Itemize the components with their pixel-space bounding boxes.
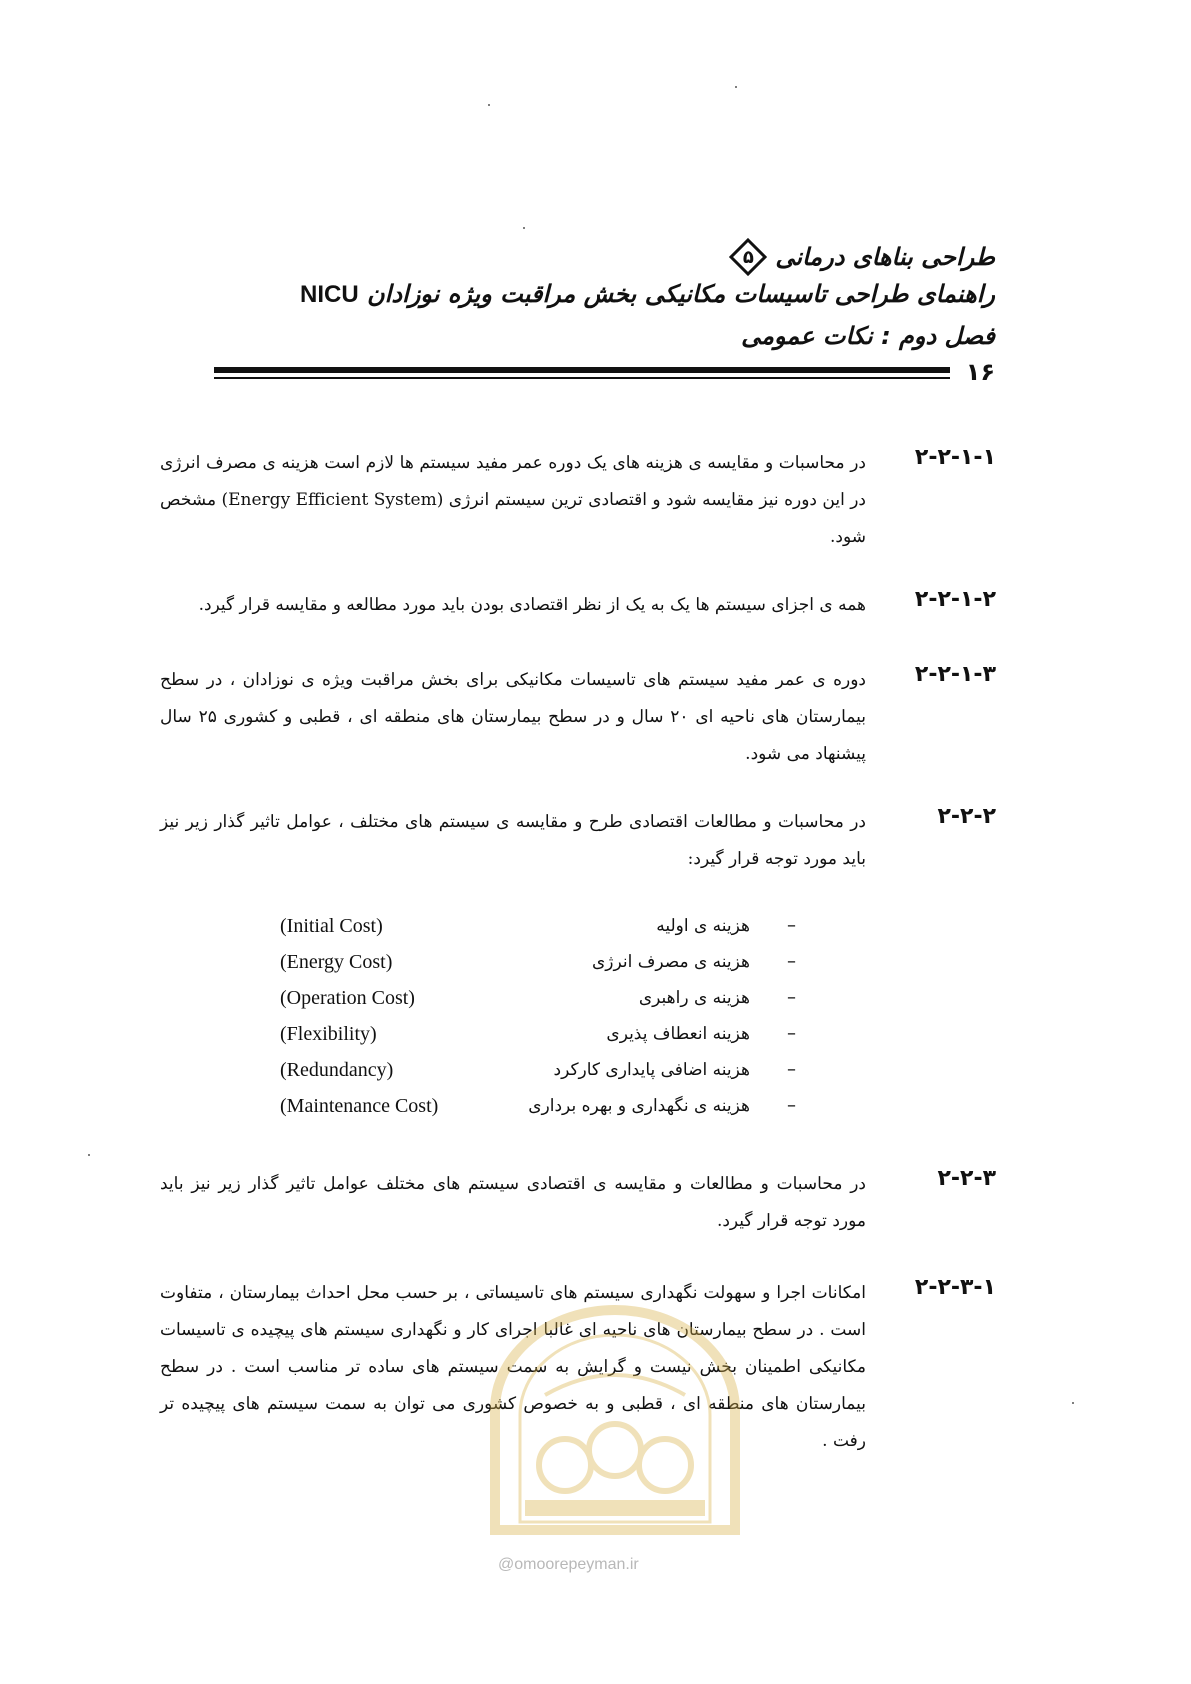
scan-speck (488, 104, 490, 106)
list-dash: – (787, 951, 796, 972)
cost-name-fa: هزینه ی راهبری (638, 988, 750, 1008)
guide-title-text: راهنمای طراحی تاسیسات مکانیکی بخش مراقبت ویژه نوزادان (367, 280, 995, 308)
section-number: ۲-۲-۳ (937, 1166, 996, 1191)
list-dash: – (787, 987, 796, 1008)
volume-badge (729, 238, 767, 276)
cost-name-en: (Energy Cost) (280, 951, 393, 973)
scan-speck (88, 1154, 90, 1156)
watermark-seal-icon (475, 1300, 755, 1550)
cost-name-en: (Redundancy) (280, 1059, 394, 1081)
section-number: ۲-۲-۲ (937, 804, 996, 829)
section-text: در محاسبات و مطالعات اقتصادی طرح و مقایسه ی سیستم های مختلف ، عوامل تاثیر گذار زیر نیز باید مورد توجه قرار گیرد: (160, 812, 866, 869)
cost-name-fa: هزینه اضافی پایداری کارکرد (553, 1060, 750, 1080)
section-text: در محاسبات و مقایسه ی هزینه های یک دوره عمر مفید سیستم ها لازم است هزینه ی مصرف انرژی در این دوره نیز مقایسه شود و اقتصادی ترین سیستم انرژی (Energy Efficient System) مشخص شود. (160, 453, 867, 547)
section-text: امکانات اجرا و سهولت نگهداری سیستم های تاسیساتی ، بر حسب محل احداث بیمارستان ، متفاوت است . در سطح بیمارستان های ناحیه ای غالبا اجرای کار و نگهداری سیستم های پیچیده ی تاسیسات مکانیکی اطمینان بخش نیست و گرایش به سمت سیستم های ساده تر مناسب است . در سطح بیمارستان های منطقه ای ، قطبی و به خصوص کشوری می توان به سمت سیستم های پیچیده تر رفت . (160, 1283, 866, 1451)
cost-name-en: (Initial Cost) (280, 915, 383, 937)
cost-name-fa: هزینه ی اولیه (656, 916, 750, 936)
cost-name-fa: هزینه ی مصرف انرژی (591, 952, 750, 972)
list-item (270, 1088, 810, 1124)
cost-name-en: (Operation Cost) (280, 987, 415, 1009)
section-text: همه ی اجزای سیستم ها یک به یک از نظر اقتصادی بودن باید مورد مطالعه و مقایسه قرار گیرد. (198, 595, 866, 615)
book-title: طراحی بناهای درمانی (775, 243, 995, 271)
scan-speck (1072, 1402, 1074, 1404)
cost-factor-list (270, 908, 810, 1124)
cost-name-en: (Flexibility) (280, 1023, 377, 1045)
header-rule-thin (214, 377, 950, 379)
section-number: ۲-۲-۱-۲ (914, 587, 996, 612)
guide-title-abbrev: NICU (300, 281, 359, 308)
section-number: ۲-۲-۳-۱ (914, 1275, 996, 1300)
guide-title (300, 280, 995, 309)
list-dash: – (787, 1059, 796, 1080)
list-item (270, 1052, 810, 1088)
volume-number: ۵ (742, 246, 754, 268)
list-dash: – (787, 1023, 796, 1044)
book-title-line (729, 238, 995, 276)
list-item (270, 1016, 810, 1052)
cost-name-en: (Maintenance Cost) (280, 1095, 439, 1117)
list-dash: – (787, 1095, 796, 1116)
list-item (270, 980, 810, 1016)
cost-name-fa: هزینه ی نگهداری و بهره برداری (528, 1096, 750, 1116)
page-number: ۱۶ (965, 358, 995, 386)
section-number: ۲-۲-۱-۳ (914, 662, 996, 687)
header-rule-thick (214, 367, 950, 373)
chapter-title: فصل دوم : نکات عمومی (741, 322, 995, 350)
section-number: ۲-۲-۱-۱ (914, 445, 996, 470)
list-item (270, 908, 810, 944)
scan-speck (523, 227, 525, 229)
list-dash: – (787, 915, 796, 936)
watermark-site: @omoorepeyman.ir (498, 1556, 639, 1573)
list-item (270, 944, 810, 980)
section-text: دوره ی عمر مفید سیستم های تاسیسات مکانیکی برای بخش مراقبت ویژه ی نوزادان ، در سطح بیمارستان های ناحیه ای ۲۰ سال و در سطح بیمارستان های منطقه ای ، قطبی و کشوری ۲۵ سال پیشنهاد می شود. (160, 670, 866, 764)
scan-speck (735, 86, 737, 88)
cost-name-fa: هزینه انعطاف پذیری (606, 1024, 750, 1044)
section-text: در محاسبات و مطالعات و مقایسه ی اقتصادی سیستم های مختلف عوامل تاثیر گذار زیر نیز باید مورد توجه قرار گیرد. (160, 1174, 866, 1231)
